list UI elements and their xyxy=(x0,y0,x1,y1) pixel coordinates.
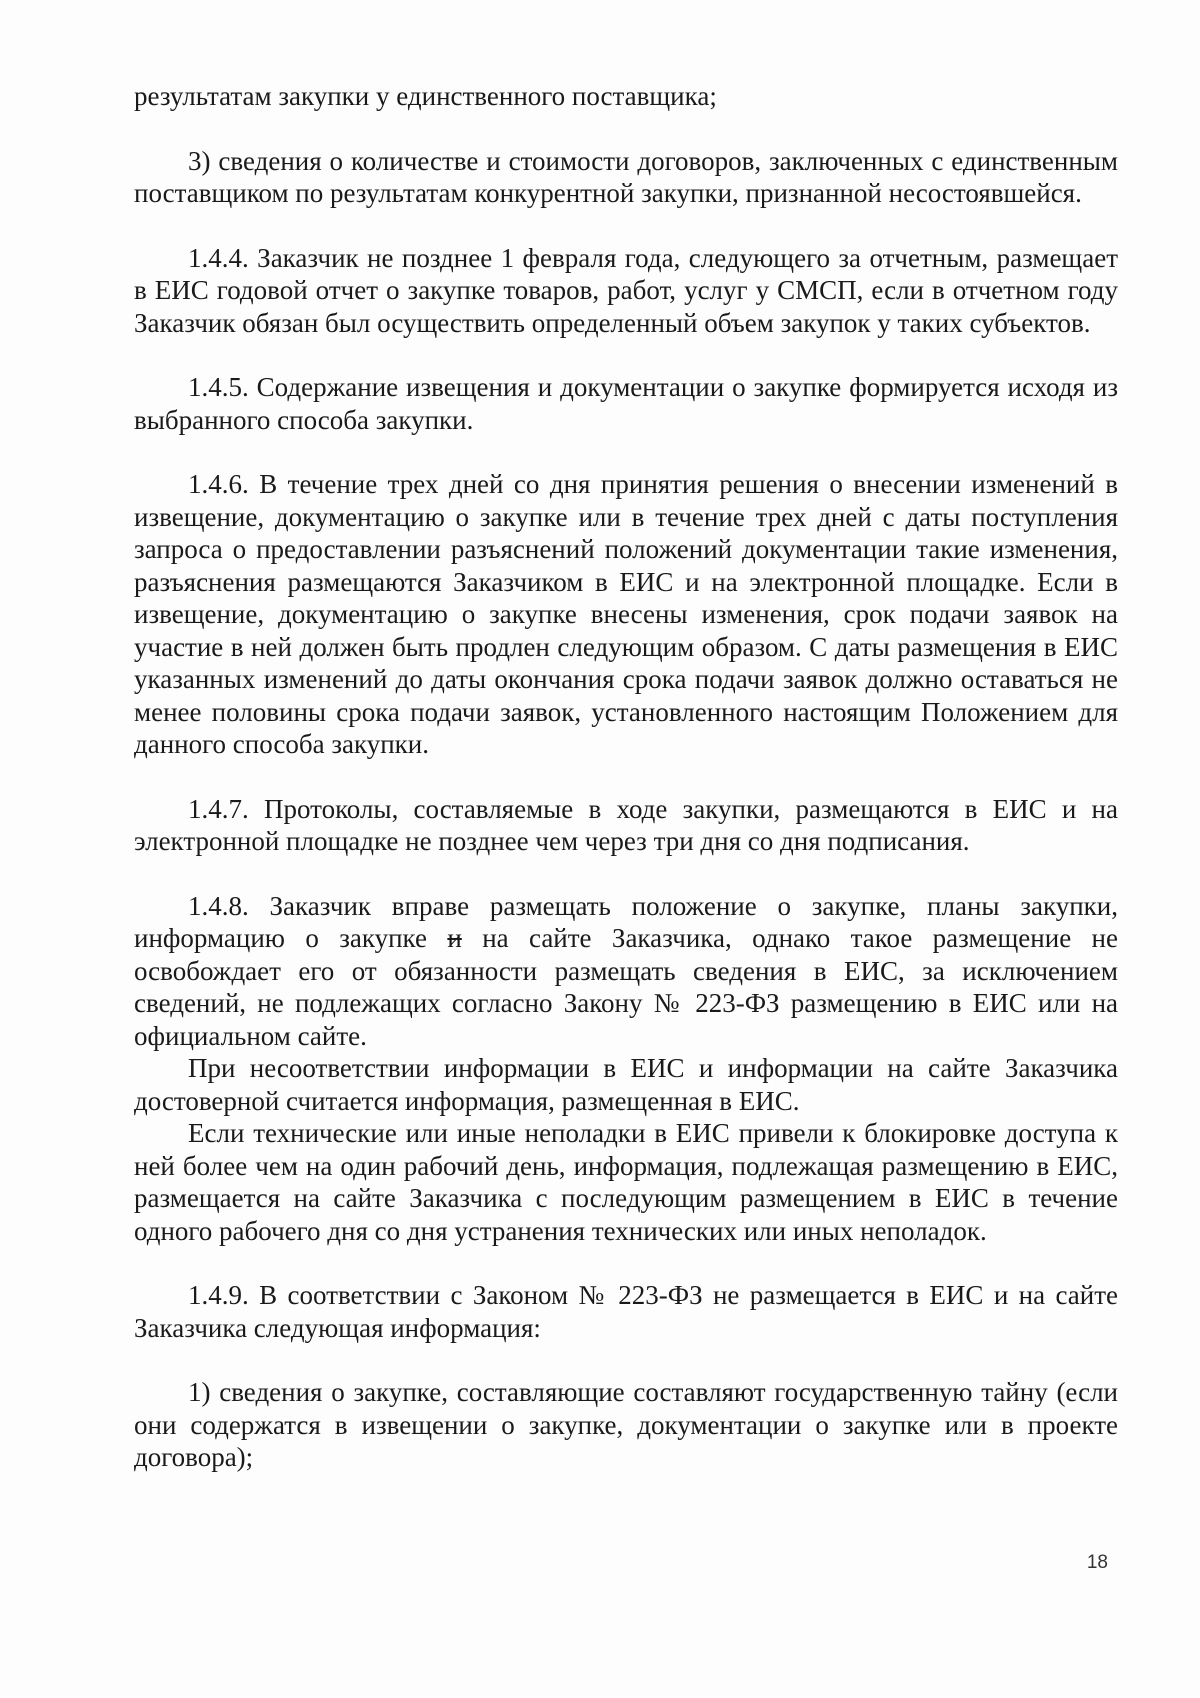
struck-conjunction: и xyxy=(447,923,462,953)
paragraph-1-4-8-outage: Если технические или иные неполадки в ЕИС привели к блокировке доступа к ней более чем на один рабочий день, информация, подлежащая размещению в ЕИС, размещается на сайте Заказчика с последующим размещением в ЕИС в течение одного рабочего дня со дня устранения технических или иных неполадок. xyxy=(134,1118,1118,1246)
page-number: 18 xyxy=(1086,1552,1108,1573)
paragraph-1-4-5: 1.4.5. Содержание извещения и документации о закупке формируется исходя из выбранного способа закупки. xyxy=(134,372,1118,435)
paragraph-1-4-4: 1.4.4. Заказчик не позднее 1 февраля года, следующего за отчетным, размещает в ЕИС годовой отчет о закупке товаров, работ, услуг у СМСП, если в отчетном году Заказчик обязан был осуществить определенный объем закупок у таких субъектов. xyxy=(134,242,1118,338)
paragraph-1-4-8-text-start: 1.4.8. Заказчик вправе размещать положение о закупке, планы закупки, информацию о закупке xyxy=(134,890,1118,953)
document-body xyxy=(134,80,1118,1474)
paragraph-1-4-6: 1.4.6. В течение трех дней со дня принятия решения о внесении изменений в извещение, документацию о закупке или в течение трех дней с даты поступления запроса о предоставлении разъяснений положений документации такие изменения, разъяснения размещаются Заказчиком в ЕИС и на электронной площадке. Если в извещение, документацию о закупке внесены изменения, срок подачи заявок на участие в ней должен быть продлен следующим образом. С даты размещения в ЕИС указанных изменений до даты окончания срока подачи заявок должно оставаться не менее половины срока подачи заявок, установленного настоящим Положением для данного способа закупки. xyxy=(134,469,1118,759)
paragraph-1-4-8-text-end: на сайте Заказчика, однако такое размещение не освобождает его от обязанности размещать сведения в ЕИС, за исключением сведений, не подлежащих согласно Закону № 223-ФЗ размещению в ЕИС или на официальном сайте. xyxy=(134,923,1118,1051)
paragraph-continuation: результатам закупки у единственного поставщика; xyxy=(134,81,717,111)
paragraph-item-3: 3) сведения о количестве и стоимости договоров, заключенных с единственным поставщиком по результатам конкурентной закупки, признанной несостоявшейся. xyxy=(134,145,1118,208)
paragraph-1-4-7: 1.4.7. Протоколы, составляемые в ходе закупки, размещаются в ЕИС и на электронной площадке не позднее чем через три дня со дня подписания. xyxy=(134,793,1118,856)
paragraph-1-4-9-item-1: 1) сведения о закупке, составляющие составляют государственную тайну (если они содержатся в извещении о закупке, документации о закупке или в проекте договора); xyxy=(134,1377,1118,1472)
paragraph-1-4-8 xyxy=(134,890,1118,1053)
paragraph-1-4-8-discrepancy: При несоответствии информации в ЕИС и информации на сайте Заказчика достоверной считается информация, размещенная в ЕИС. xyxy=(134,1053,1118,1116)
paragraph-1-4-9: 1.4.9. В соответствии с Законом № 223-ФЗ не размещается в ЕИС и на сайте Заказчика следующая информация: xyxy=(134,1280,1118,1343)
